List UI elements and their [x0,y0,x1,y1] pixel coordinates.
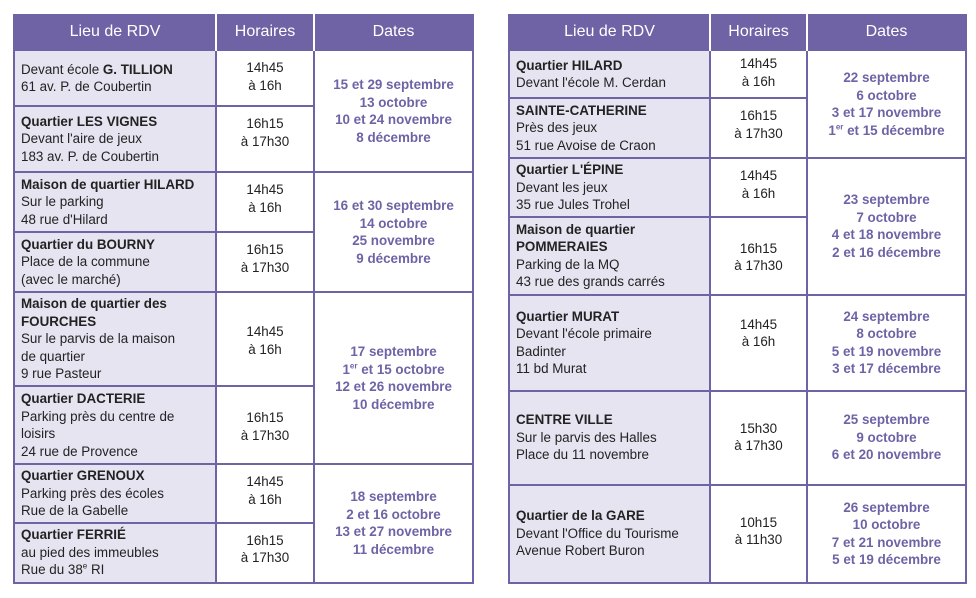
location-line: Badinter [516,343,566,359]
date-line: 5 et 19 décembre [832,552,941,567]
location-cell [509,158,710,217]
header-dates: Dates [807,14,966,50]
location-line: Devant les jeux [516,179,608,195]
dates-cell [807,50,966,158]
location-cell [509,98,710,158]
date-line: 1er et 15 octobre [342,361,445,377]
end-time: à 17h30 [240,550,290,565]
date-line: 10 décembre [352,396,435,412]
date-line: 7 octobre [856,209,917,225]
location-name: Quartier GRENOUX [21,468,145,483]
date-line: 8 décembre [356,129,431,145]
date-line: 12 et 26 novembre [335,379,452,394]
start-time: 14h45 [739,316,778,332]
location-line: de quartier [21,348,86,364]
date-line: 5 et 19 novembre [831,343,942,359]
location-cell [509,485,710,583]
dates-cell [807,485,966,583]
table-row [14,464,473,523]
location-cell [14,292,216,386]
end-time: à 17h30 [734,258,783,273]
location-line: Devant l'école primaire [516,326,652,341]
date-line: 17 septembre [350,344,437,359]
start-time: 14h45 [246,182,284,197]
start-time: 10h15 [739,514,778,530]
hours-cell [216,292,314,386]
location-name: Quartier FERRIÉ [21,527,126,543]
date-line: 24 septembre [843,308,930,324]
date-line: 26 septembre [843,499,930,515]
date-line: 2 et 16 octobre [346,506,441,522]
hours-cell [710,50,807,98]
dates-cell [807,295,966,391]
hours-cell [710,295,807,391]
location-address: 183 av. P. de Coubertin [21,148,159,164]
location-line: Place de la commune [21,254,150,270]
hours-cell [710,158,807,217]
date-line: 10 et 24 novembre [335,112,452,127]
location-line: Parking près des écoles [21,485,164,501]
schedule-table-left [13,14,474,584]
date-line: 11 décembre [352,541,435,557]
date-line: 2 et 16 décembre [832,244,941,260]
start-time: 14h45 [246,60,284,75]
start-time: 16h15 [739,240,778,256]
end-time: à 16h [248,341,282,357]
location-name: Quartier MURAT [516,308,620,324]
hours-cell [216,50,314,106]
location-cell [14,464,216,523]
end-time: à 16h [741,334,776,349]
table-row [14,292,473,386]
date-line: 25 novembre [352,233,435,248]
dates-cell [314,172,473,292]
start-time: 14h45 [246,324,284,339]
start-time: 14h45 [739,168,778,183]
location-address: 48 rue d'Hilard [21,211,108,227]
location-line: Sur le parvis des Halles [516,429,657,445]
hours-cell [710,217,807,295]
location-cell [509,391,710,485]
header-row [509,14,966,50]
location-line: Sur le parvis de la maison [21,331,176,347]
location-address: 11 bd Murat [516,361,587,376]
location-line: Devant l'école M. Cerdan [516,75,666,90]
end-time: à 17h30 [734,125,783,141]
dates-cell [314,464,473,583]
dates-cell [314,292,473,464]
location-address: Rue du 38e RI [21,561,105,578]
location-address: 9 rue Pasteur [21,366,102,382]
hours-cell [710,98,807,158]
end-time: à 17h30 [734,438,783,453]
location-cell [14,172,216,232]
dates-cell [807,158,966,295]
date-line: 9 décembre [356,250,431,266]
location-cell [509,295,710,391]
date-line: 15 et 29 septembre [333,77,454,92]
end-time: à 16h [248,491,282,507]
end-time: à 17h30 [240,259,290,275]
location-line: loisirs [21,426,56,441]
dates-cell [807,391,966,485]
date-line: 16 et 30 septembre [333,198,454,213]
header-row [14,14,473,50]
location-name: Maison de quartier des [21,296,167,312]
location-name: Quartier HILARD [516,57,623,73]
date-line: 3 et 17 décembre [832,361,941,376]
location-name: Quartier du BOURNY [21,236,155,252]
header-dates: Dates [314,14,473,50]
date-line: 13 et 27 novembre [335,524,452,540]
date-line: 6 et 20 novembre [831,447,942,463]
location-cell [509,50,710,98]
schedule-table-right [508,14,967,584]
location-line: Parking de la MQ [516,256,620,272]
table-row [509,50,966,98]
date-line: 7 et 21 novembre [831,534,942,550]
date-line: 8 octobre [856,326,917,341]
location-name: SAINTE-CATHERINE [516,102,647,118]
location-name: Maison de quartier HILARD [21,176,195,192]
header-place: Lieu de RDV [14,14,216,50]
date-line: 6 octobre [856,87,917,103]
location-cell: Devant école G. TILLION 61 av. P. de Coubertin [14,50,216,106]
location-address: 24 rue de Provence [21,443,138,459]
date-line: 1er et 15 décembre [828,122,945,138]
location-cell [14,523,216,583]
start-time: 15h30 [739,420,778,436]
hours-cell [710,485,807,583]
location-cell [509,217,710,295]
location-cell [14,386,216,464]
hours-cell [710,391,807,485]
table-row [509,391,966,485]
location-cell [14,232,216,292]
end-time: à 16h [741,73,776,89]
date-line: 9 octobre [856,429,917,445]
location-name: Maison de quartier [516,221,636,237]
hours-cell [216,106,314,172]
location-address: 43 rue des grands carrés [516,274,665,289]
location-line: Parking près du centre de [21,408,175,424]
table-row [509,485,966,583]
table-row [509,295,966,391]
end-time: à 11h30 [734,532,783,547]
header-place: Lieu de RDV [509,14,710,50]
date-line: 22 septembre [843,70,930,85]
end-time: à 16h [248,77,282,93]
location-address: 61 av. P. de Coubertin [21,79,152,94]
location-line: Devant l'aire de jeux [21,131,142,147]
location-name: Quartier de la GARE [516,508,645,524]
location-line: au pied des immeubles [21,544,159,560]
start-time: 16h15 [246,532,284,548]
date-line: 4 et 18 novembre [831,227,942,243]
start-time: 16h15 [246,242,284,257]
location-name: FOURCHES [21,313,97,329]
header-hours: Horaires [216,14,314,50]
table-row [509,158,966,217]
location-cell [14,106,216,172]
date-line: 13 octobre [359,94,428,110]
table-row [14,172,473,232]
location-line: (avec le marché) [21,271,121,287]
start-time: 16h15 [739,108,778,123]
hours-cell [216,523,314,583]
date-line: 23 septembre [843,192,930,208]
location-address: 51 rue Avoise de Craon [516,137,656,153]
start-time: 14h45 [739,56,778,71]
start-time: 16h15 [246,116,284,131]
hours-cell [216,386,314,464]
location-address: Place du 11 novembre [516,447,649,463]
date-line: 25 septembre [843,412,930,428]
location-line: Sur le parking [21,194,104,210]
location-name: Quartier LES VIGNES [21,113,158,129]
location-line: Devant l'Office du Tourisme [516,525,679,541]
location-address: Avenue Robert Buron [516,543,645,559]
start-time: 14h45 [246,474,284,489]
date-line: 18 septembre [350,489,437,505]
location-name: POMMERAIES [516,239,608,254]
location-name: Quartier L'ÉPINE [516,162,624,177]
table-row [14,50,473,106]
date-line: 10 octobre [852,517,921,532]
date-line: 14 octobre [359,215,428,231]
hours-cell [216,172,314,232]
dates-cell [314,50,473,172]
location-name: Quartier DACTERIE [21,391,146,406]
start-time: 16h15 [246,410,284,425]
hours-cell [216,464,314,523]
end-time: à 17h30 [240,427,290,443]
hours-cell [216,232,314,292]
location-line: Près des jeux [516,120,598,136]
end-time: à 17h30 [240,133,290,149]
end-time: à 16h [741,185,776,201]
location-address: 35 rue Jules Trohel [516,197,630,212]
header-hours: Horaires [710,14,807,50]
location-address: Rue de la Gabelle [21,503,129,518]
end-time: à 16h [248,199,282,215]
location-name: CENTRE VILLE [516,412,613,428]
date-line: 3 et 17 novembre [831,105,942,120]
